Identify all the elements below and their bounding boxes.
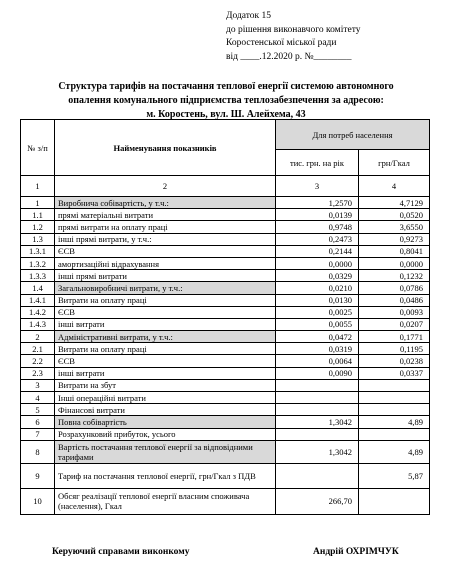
row-no: 1.3.1 <box>21 245 55 257</box>
table-row <box>21 355 430 367</box>
signature-name: Андрій ОХРІМЧУК <box>313 547 399 557</box>
row-name: Тариф на постачання теплової енергії, грн/Гкал з ПДВ <box>55 463 276 488</box>
header-no: № з/п <box>21 120 55 176</box>
table-row <box>21 294 430 306</box>
row-no: 10 <box>21 488 55 514</box>
row-value-v2: 3,6550 <box>359 221 430 233</box>
table-row <box>21 428 430 440</box>
table-row <box>21 488 430 514</box>
row-value-v2: 0,0486 <box>359 294 430 306</box>
row-no: 7 <box>21 428 55 440</box>
table-row <box>21 416 430 428</box>
row-name: прямі витрати на оплату праці <box>55 221 276 233</box>
row-name: Витрати на оплату праці <box>55 343 276 355</box>
row-value-v1: 266,70 <box>276 488 359 514</box>
row-no: 1.4.3 <box>21 318 55 330</box>
row-value-v1: 0,0139 <box>276 209 359 221</box>
row-name: інші витрати <box>55 367 276 379</box>
row-no: 8 <box>21 440 55 463</box>
row-value-v2: 4,7129 <box>359 197 430 209</box>
row-no: 1.4 <box>21 282 55 294</box>
table-row <box>21 282 430 294</box>
row-name: інші прямі витрати, у т.ч.: <box>55 233 276 245</box>
appendix-number: Додаток 15 <box>226 11 272 21</box>
row-value-v1 <box>276 379 359 391</box>
appendix-date: від ____.12.2020 р. №________ <box>226 51 352 62</box>
row-value-v1: 0,0472 <box>276 331 359 343</box>
row-value-v1: 0,0064 <box>276 355 359 367</box>
table-row <box>21 379 430 391</box>
colnum-v1: 3 <box>276 176 359 197</box>
row-name: ЄСВ <box>55 306 276 318</box>
table-row <box>21 257 430 269</box>
table-row <box>21 404 430 416</box>
row-value-v2 <box>359 488 430 514</box>
row-value-v2: 0,8041 <box>359 245 430 257</box>
row-value-v2: 0,0337 <box>359 367 430 379</box>
row-value-v1: 0,0130 <box>276 294 359 306</box>
row-name: Витрати на збут <box>55 379 276 391</box>
row-no: 5 <box>21 404 55 416</box>
row-value-v1: 0,2144 <box>276 245 359 257</box>
row-no: 2 <box>21 331 55 343</box>
row-name: Адміністративні витрати, у т.ч.: <box>55 331 276 343</box>
header-v1: тис. грн. на рік <box>276 150 359 176</box>
row-name: Загальновиробничі витрати, у т.ч.: <box>55 282 276 294</box>
colnum-v2: 4 <box>359 176 430 197</box>
row-value-v2 <box>359 379 430 391</box>
table-row <box>21 343 430 355</box>
row-value-v1 <box>276 404 359 416</box>
row-no: 1 <box>21 197 55 209</box>
row-name: амортизаційні відрахування <box>55 257 276 269</box>
row-value-v1: 1,3042 <box>276 416 359 428</box>
row-value-v2: 0,1195 <box>359 343 430 355</box>
row-value-v2 <box>359 428 430 440</box>
appendix-header <box>226 10 360 64</box>
row-value-v1: 0,0090 <box>276 367 359 379</box>
row-value-v1: 0,0210 <box>276 282 359 294</box>
row-name: прямі матеріальні витрати <box>55 209 276 221</box>
row-value-v1 <box>276 392 359 404</box>
row-name: Вартість постачання теплової енергії за відповідними тарифами <box>55 440 276 463</box>
row-value-v1: 0,0055 <box>276 318 359 330</box>
table-row <box>21 331 430 343</box>
row-value-v1: 0,0319 <box>276 343 359 355</box>
row-value-v1: 0,9748 <box>276 221 359 233</box>
row-name: ЄСВ <box>55 245 276 257</box>
row-name: ЄСВ <box>55 355 276 367</box>
row-value-v1 <box>276 428 359 440</box>
table-row <box>21 270 430 282</box>
row-value-v2: 0,0093 <box>359 306 430 318</box>
row-value-v2: 0,1771 <box>359 331 430 343</box>
row-value-v1: 1,2570 <box>276 197 359 209</box>
row-value-v2: 0,0786 <box>359 282 430 294</box>
row-value-v1: 0,0025 <box>276 306 359 318</box>
row-value-v1: 0,0329 <box>276 270 359 282</box>
row-value-v1: 1,3042 <box>276 440 359 463</box>
table-row <box>21 318 430 330</box>
row-name: Розрахунковий прибуток, усього <box>55 428 276 440</box>
row-name: Повна собівартість <box>55 416 276 428</box>
row-value-v2 <box>359 392 430 404</box>
row-name: Фінансові витрати <box>55 404 276 416</box>
row-value-v2: 4,89 <box>359 416 430 428</box>
row-value-v1: 0,0000 <box>276 257 359 269</box>
row-no: 1.4.1 <box>21 294 55 306</box>
row-value-v2 <box>359 404 430 416</box>
header-name: Найменування показників <box>55 120 276 176</box>
table-row <box>21 197 430 209</box>
colnum-no: 1 <box>21 176 55 197</box>
row-value-v2: 0,0207 <box>359 318 430 330</box>
row-no: 2.3 <box>21 367 55 379</box>
row-value-v2: 5,87 <box>359 463 430 488</box>
table-row <box>21 463 430 488</box>
table-row <box>21 367 430 379</box>
row-value-v1 <box>276 463 359 488</box>
table-row <box>21 233 430 245</box>
row-value-v2: 0,9273 <box>359 233 430 245</box>
row-no: 2.2 <box>21 355 55 367</box>
row-no: 2.1 <box>21 343 55 355</box>
row-name: інші прямі витрати <box>55 270 276 282</box>
table-row <box>21 245 430 257</box>
document-title: Структура тарифів на постачання теплової енергії системою автономного опалення комунального підприємства теплозабезпечення за адресою: м. Коростень, вул. Ш. Алейхема, 43 <box>58 81 394 120</box>
row-no: 1.1 <box>21 209 55 221</box>
table-row <box>21 392 430 404</box>
table-row <box>21 306 430 318</box>
row-no: 1.3.3 <box>21 270 55 282</box>
appendix-council: Коростенської міської ради <box>226 38 337 48</box>
row-name: Інші операційні витрати <box>55 392 276 404</box>
row-name: Виробнича собівартість, у т.ч.: <box>55 197 276 209</box>
table-row <box>21 209 430 221</box>
row-value-v2: 0,0520 <box>359 209 430 221</box>
row-value-v2: 0,0238 <box>359 355 430 367</box>
tariff-table <box>20 119 430 515</box>
row-no: 4 <box>21 392 55 404</box>
row-no: 1.3 <box>21 233 55 245</box>
row-value-v2: 0,0000 <box>359 257 430 269</box>
row-no: 1.3.2 <box>21 257 55 269</box>
colnum-name: 2 <box>55 176 276 197</box>
header-v2: грн/Гкал <box>359 150 430 176</box>
row-no: 1.4.2 <box>21 306 55 318</box>
table-row <box>21 440 430 463</box>
row-no: 3 <box>21 379 55 391</box>
signature-title: Керуючий справами виконкому <box>52 547 190 557</box>
row-no: 6 <box>21 416 55 428</box>
row-name: Витрати на оплату праці <box>55 294 276 306</box>
appendix-decision: до рішення виконавчого комітету <box>226 24 361 35</box>
row-name: інші витрати <box>55 318 276 330</box>
header-group: Для потреб населення <box>276 120 430 150</box>
row-value-v2: 0,1232 <box>359 270 430 282</box>
row-value-v2: 4,89 <box>359 440 430 463</box>
row-no: 1.2 <box>21 221 55 233</box>
row-name: Обсяг реалізації теплової енергії власним споживача (населення), Гкал <box>55 488 276 514</box>
row-value-v1: 0,2473 <box>276 233 359 245</box>
row-no: 9 <box>21 463 55 488</box>
table-row <box>21 221 430 233</box>
